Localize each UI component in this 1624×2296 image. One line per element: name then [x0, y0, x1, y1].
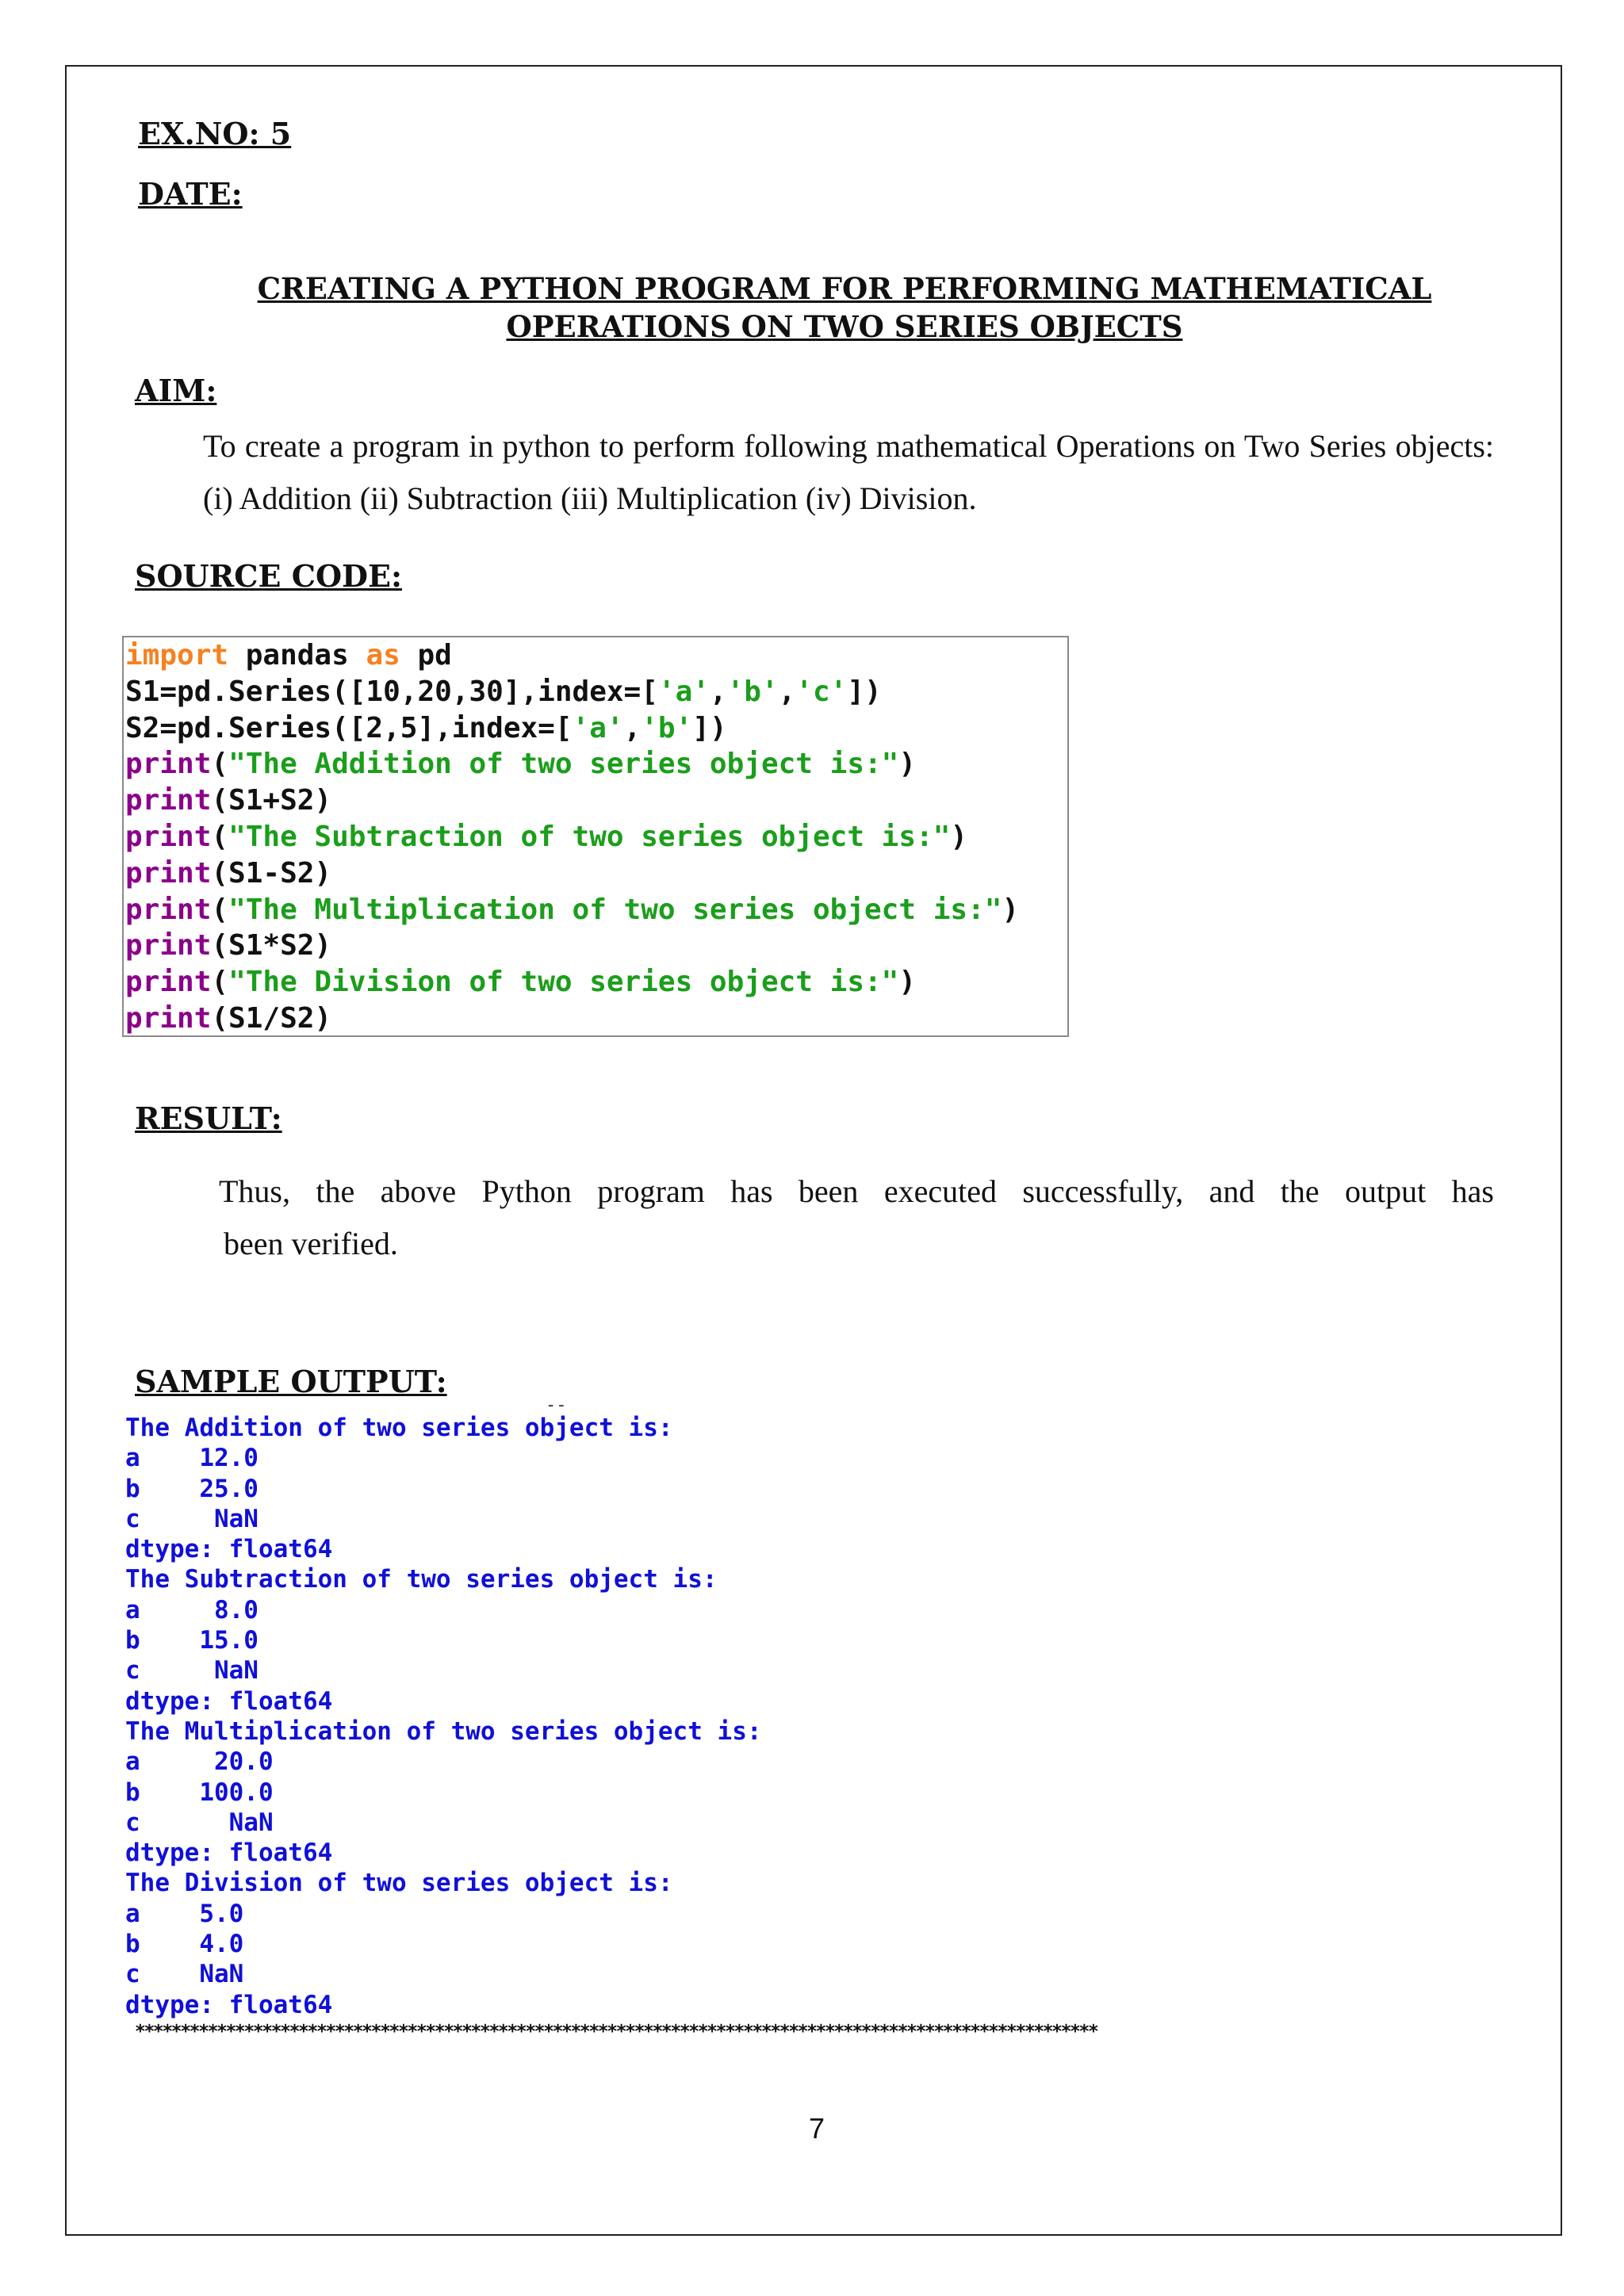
code-token: print — [125, 856, 212, 890]
output-line: c NaN — [125, 1504, 259, 1533]
code-token: (S1+S2) — [211, 784, 332, 817]
code-token: ) — [898, 966, 917, 999]
result-label: RESULT: — [135, 1100, 282, 1136]
code-token: , — [778, 675, 796, 708]
code-token: (S1/S2) — [211, 1001, 332, 1035]
output-line: The Multiplication of two series object is: — [125, 1716, 762, 1746]
result-text — [219, 1165, 1494, 1270]
exercise-number: EX.NO: 5 — [138, 116, 292, 151]
output-line: b 4.0 — [125, 1930, 244, 1959]
output-line: a 12.0 — [125, 1444, 259, 1473]
code-line — [125, 819, 1067, 855]
code-token: ) — [1002, 893, 1020, 926]
sample-output-label: SAMPLE OUTPUT: — [135, 1364, 447, 1399]
aim-text: To create a program in python to perform following mathematical Operations on Two Series objects: (i) Addition (ii) Subtraction (iii) Multiplication (iv) Division. — [203, 428, 1494, 516]
output-line: a 5.0 — [125, 1899, 244, 1928]
code-line — [125, 964, 1067, 1001]
code-token: ( — [211, 966, 229, 999]
code-token: import — [125, 639, 229, 672]
code-token: "The Division of two series object is:" — [228, 966, 899, 999]
source-code-label: SOURCE CODE: — [135, 558, 402, 594]
output-line: The Division of two series object is: — [125, 1869, 673, 1898]
result-line-1: Thus, the above Python program has been executed successfully, and the output has — [219, 1173, 1494, 1209]
page-number: 7 — [808, 2112, 825, 2145]
code-token: ( — [211, 820, 229, 853]
output-line: b 15.0 — [125, 1626, 259, 1655]
output-line: a 20.0 — [125, 1747, 274, 1777]
code-token: print — [125, 784, 212, 817]
aim-label: AIM: — [135, 373, 217, 408]
output-line: a 8.0 — [125, 1595, 259, 1624]
code-token: , — [709, 675, 727, 708]
code-token: 'b' — [726, 675, 779, 708]
code-line — [125, 783, 1067, 819]
code-token: (S1*S2) — [211, 929, 332, 962]
code-token: ]) — [847, 675, 882, 708]
code-token: pd — [400, 639, 452, 672]
output-line: dtype: float64 — [125, 1535, 333, 1564]
stray-mark: -- — [546, 1395, 567, 1415]
code-token: 'b' — [641, 711, 693, 744]
code-line — [125, 710, 1067, 747]
code-token: pandas — [228, 639, 366, 672]
code-line — [125, 892, 1067, 928]
code-token: print — [125, 820, 212, 853]
output-line: b 100.0 — [125, 1777, 274, 1807]
code-line — [125, 1001, 1067, 1037]
code-token: (S1-S2) — [211, 856, 332, 890]
separator-line: ********************************************************************************************************** — [135, 2022, 1097, 2042]
output-line: c NaN — [125, 1656, 259, 1686]
code-token: print — [125, 748, 212, 781]
code-token: print — [125, 893, 212, 926]
date-label: DATE: — [138, 176, 243, 212]
code-token: 'a' — [657, 675, 710, 708]
code-token: "The Subtraction of two series object is:" — [228, 820, 951, 853]
code-line — [125, 746, 1067, 783]
code-line — [125, 928, 1067, 964]
code-token: 'c' — [795, 675, 848, 708]
code-token: print — [125, 1001, 212, 1035]
code-token: print — [125, 966, 212, 999]
code-token: ) — [950, 820, 968, 853]
title-line-2: OPERATIONS ON TWO SERIES OBJECTS — [506, 309, 1183, 344]
code-token: ( — [211, 893, 229, 926]
output-line: dtype: float64 — [125, 1839, 333, 1868]
code-token: ]) — [692, 711, 727, 744]
code-token: S1=pd.Series([10,20,30],index=[ — [125, 675, 658, 708]
output-line: c NaN — [125, 1808, 274, 1837]
output-line: b 25.0 — [125, 1474, 259, 1503]
output-line: dtype: float64 — [125, 1686, 333, 1716]
page-title — [159, 270, 1530, 346]
title-line-1: CREATING A PYTHON PROGRAM FOR PERFORMING MATHEMATICAL — [257, 271, 1432, 306]
code-token: 'a' — [572, 711, 624, 744]
code-token: "The Multiplication of two series object is:" — [228, 893, 1002, 926]
sample-output-block — [125, 1413, 839, 2020]
code-token: print — [125, 929, 212, 962]
code-token: , — [623, 711, 642, 744]
code-token: "The Addition of two series object is:" — [228, 748, 899, 781]
output-line: dtype: float64 — [125, 1990, 333, 2019]
code-token: as — [366, 639, 400, 672]
code-line — [125, 637, 1067, 674]
output-line: The Addition of two series object is: — [125, 1414, 673, 1442]
code-token: S2=pd.Series([2,5],index=[ — [125, 711, 573, 744]
output-line: The Subtraction of two series object is: — [125, 1565, 718, 1594]
code-token: ( — [211, 748, 229, 781]
output-line: c NaN — [125, 1960, 244, 1989]
code-token: ) — [898, 748, 917, 781]
result-line-2: been verified. — [224, 1226, 398, 1261]
code-line — [125, 674, 1067, 710]
code-block — [122, 636, 1069, 1037]
code-line — [125, 855, 1067, 892]
